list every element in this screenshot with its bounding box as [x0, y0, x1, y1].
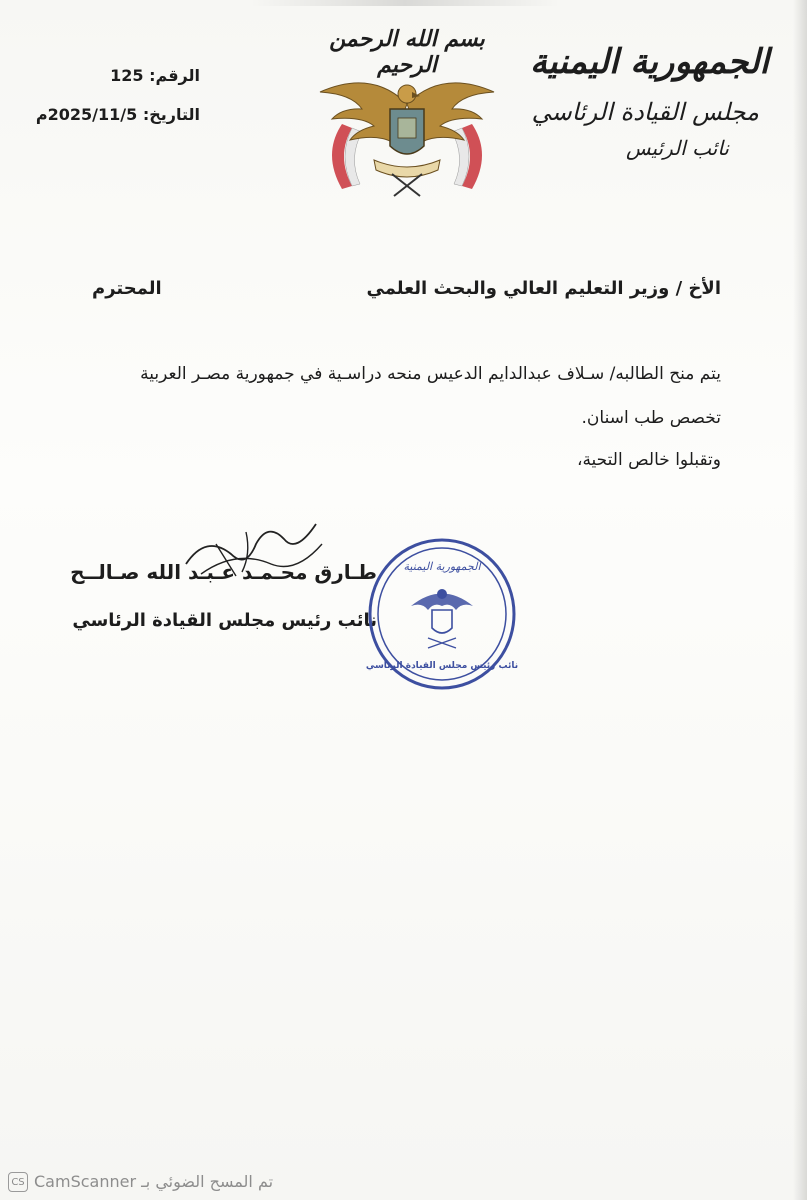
addressee-line: الأخ / وزير التعليم العالي والبحث العلمي [366, 278, 721, 299]
national-emblem [312, 18, 502, 198]
respect-title: المحترم [92, 278, 162, 299]
reference-date: التاريخ: 2025/11/5م [35, 105, 200, 124]
scanner-watermark-text: تم المسح الضوئي بـ CamScanner [34, 1172, 274, 1191]
scan-shadow-right [793, 0, 807, 1200]
body-line-2: تخصص طب اسنان. [581, 408, 721, 428]
letter-body [91, 352, 721, 440]
signatory-title: نائب رئيس مجلس القيادة الرئاسي [72, 610, 377, 631]
stamp-bottom-text: نائب رئيس مجلس القيادة الرئاسي [366, 661, 518, 671]
camscanner-logo-icon: CS [8, 1172, 28, 1192]
letterhead-country: الجمهورية اليمنية [529, 42, 769, 82]
letterhead-issuer [529, 40, 769, 160]
letterhead-office: نائب الرئيس [625, 136, 729, 160]
eagle-emblem-icon [312, 64, 502, 199]
scanner-watermark [0, 1166, 330, 1200]
closing-greeting: وتقبلوا خالص التحية، [576, 450, 721, 470]
basmala-text: بسم الله الرحمن الرحيم [329, 26, 485, 78]
body-line-1: يتم منح الطالبه/ سـلاف عبدالدايم الدعيس منحه دراسـية في جمهورية مصـر العربية [140, 364, 721, 384]
reference-number: الرقم: 125 [110, 66, 200, 85]
stamp-top-text: الجمهورية اليمنية [403, 560, 481, 573]
reference-block [35, 66, 200, 144]
scan-shadow-top [250, 0, 560, 6]
signatory-name: طـارق محـمـد عـبـد الله صـالــح [70, 560, 377, 584]
official-stamp [366, 536, 518, 692]
letterhead-council: مجلس القيادة الرئاسي [531, 98, 759, 126]
